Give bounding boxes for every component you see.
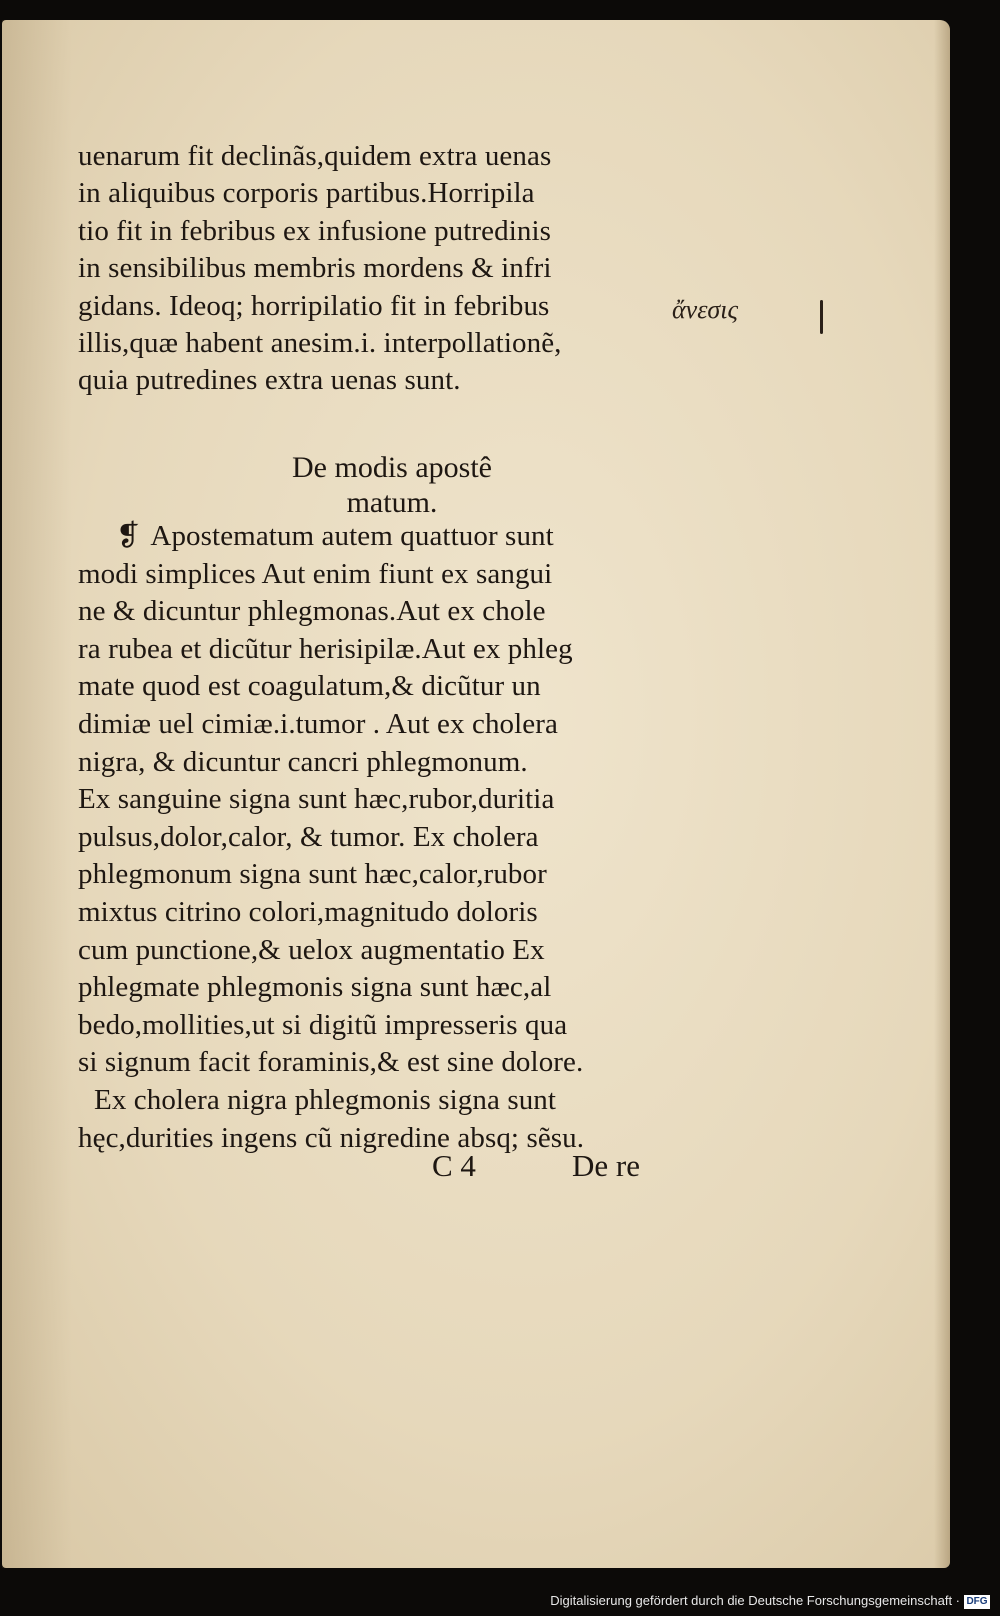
section-heading-line-2: matum. [346,486,438,519]
margin-mark [820,300,823,334]
text-line: pulsus,dolor,calor, & tumor. Ex cholera [78,820,539,853]
footer-credit: Digitalisierung gefördert durch die Deutsche Forschungsgemeinschaft · [550,1593,960,1608]
text-line: illis,quæ habent anesim.i. interpollationẽ, [78,327,562,360]
paragraph-2 [78,518,678,1157]
text-line: in aliquibus corporis partibus.Horripila [78,177,535,210]
text-line: Ex sanguine signa sunt hæc,rubor,duritia [78,783,555,816]
page-edge-shadow [934,20,950,1568]
dfg-logo: DFG [964,1595,990,1609]
text-line: tio fit in febribus ex infusione putredinis [78,214,552,247]
text-line: phlegmate phlegmonis signa sunt hæc,al [78,971,552,1004]
text-line: uenarum fit declinãs,quidem extra uenas [78,140,552,172]
section-heading-line-1: De modis apostê [292,451,492,484]
page-stain [2,20,72,1568]
margin-note-greek: ἄνεσις [672,295,739,324]
text-line: phlegmonum signa sunt hæc,calor,rubor [78,858,547,891]
text-line: nigra, & dicuntur cancri phlegmonum. [78,745,528,778]
text-line-content: Apostematum autem quattuor sunt [150,520,554,552]
text-line: ra rubea et dicũtur herisipilæ.Aut ex phleg [78,632,573,665]
catchword: De re [572,1148,640,1183]
footer-bar [0,1580,1000,1616]
text-line: mate quod est coagulatum,& dicũtur un [78,670,541,703]
text-line: si signum facit foraminis,& est sine dolore. [78,1046,584,1079]
text-line: ne & dicuntur phlegmonas.Aut ex chole [78,595,546,628]
signature-mark: C 4 [432,1148,476,1183]
text-line: gidans. Ideoq; horripilatio fit in febribus [78,289,550,322]
text-line: quia putredines extra uenas sunt. [78,364,461,397]
text-line: in sensibilibus membris mordens & infri [78,252,552,285]
text-line: hęc,durities ingens cũ nigredine absq; sẽsu. [78,1121,585,1154]
text-line: dimiæ uel cimiæ.i.tumor . Aut ex cholera [78,707,559,740]
text-line: cum punctione,& uelox augmentatio Ex [78,933,545,966]
text-line: bedo,mollities,ut si digitũ impresseris qua [78,1008,568,1041]
paragraph-1 [78,138,678,400]
text-line-first [78,518,678,556]
text-line: mixtus citrino colori,magnitudo doloris [78,895,538,928]
text-line: Ex cholera nigra phlegmonis signa sunt [94,1083,557,1116]
pilcrow-icon: ❡ [116,520,141,552]
text-line: modi simplices Aut enim fiunt ex sangui [78,557,553,590]
